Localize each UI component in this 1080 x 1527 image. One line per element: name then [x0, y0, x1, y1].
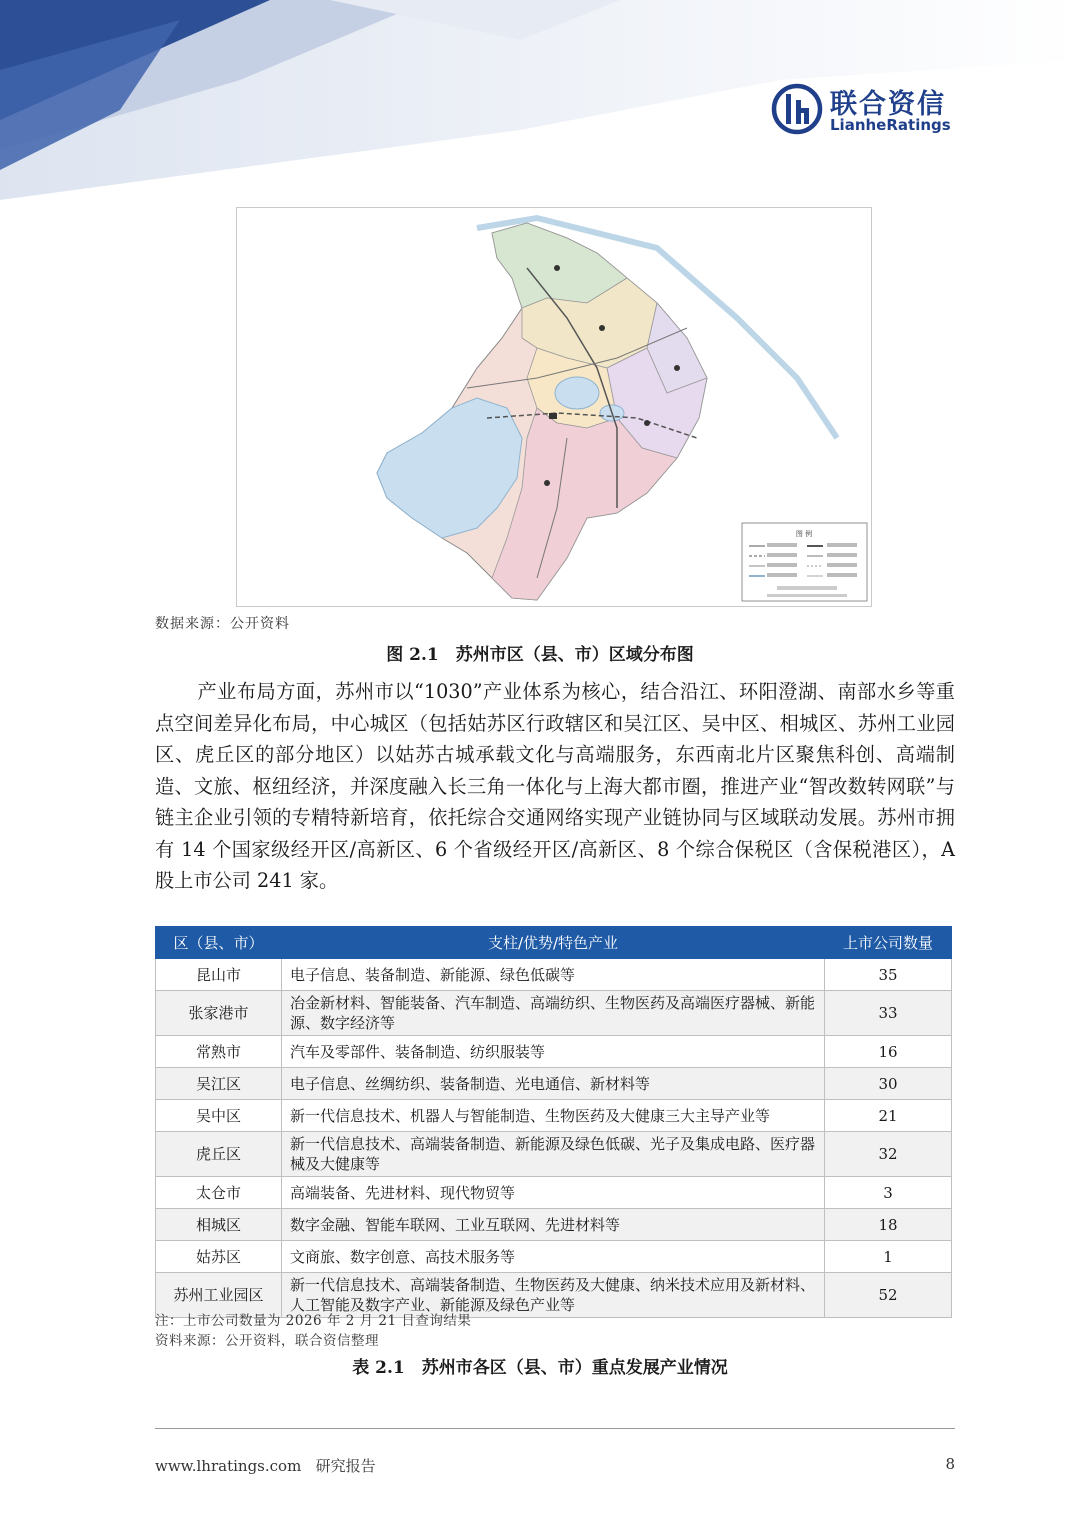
map-image	[237, 208, 871, 606]
district-cell: 张家港市	[156, 991, 282, 1036]
industries-cell: 文商旅、数字创意、高技术服务等	[282, 1241, 825, 1273]
count-cell: 32	[825, 1132, 952, 1177]
district-cell: 苏州工业园区	[156, 1273, 282, 1318]
table-row	[156, 1100, 952, 1132]
count-cell: 52	[825, 1273, 952, 1318]
district-cell: 昆山市	[156, 959, 282, 991]
suzhou-district-map	[236, 207, 872, 607]
table-row	[156, 1209, 952, 1241]
district-cell: 常熟市	[156, 1036, 282, 1068]
page-number: 8	[945, 1455, 955, 1473]
industries-cell: 冶金新材料、智能装备、汽车制造、高端纺织、生物医药及高端医疗器械、新能源、数字经济等	[282, 991, 825, 1036]
table-row	[156, 1241, 952, 1273]
footer-website[interactable]: www.lhratings.com	[155, 1457, 302, 1475]
industries-cell: 新一代信息技术、高端装备制造、新能源及绿色低碳、光子及集成电路、医疗器械及大健康等	[282, 1132, 825, 1177]
table-caption: 表 2.1 苏州市各区（县、市）重点发展产业情况	[352, 1358, 728, 1378]
header-district: 区（县、市）	[156, 927, 282, 959]
count-cell: 33	[825, 991, 952, 1036]
header-industries: 支柱/优势/特色产业	[282, 927, 825, 959]
count-cell: 18	[825, 1209, 952, 1241]
district-cell: 吴中区	[156, 1100, 282, 1132]
table-row	[156, 1068, 952, 1100]
count-cell: 3	[825, 1177, 952, 1209]
lianhe-logo-icon	[770, 82, 824, 136]
table-notes	[155, 1311, 471, 1351]
industry-table	[155, 926, 952, 1318]
count-cell: 21	[825, 1100, 952, 1132]
logo-text-cn: 联合资信	[830, 89, 946, 120]
district-cell: 虎丘区	[156, 1132, 282, 1177]
figure-source: 数据来源：公开资料	[155, 616, 290, 632]
table-row	[156, 1036, 952, 1068]
district-cell: 相城区	[156, 1209, 282, 1241]
count-cell: 35	[825, 959, 952, 991]
table-row	[156, 991, 952, 1036]
table-note: 注：上市公司数量为 2026 年 2 月 21 日查询结果	[155, 1313, 472, 1329]
count-cell: 1	[825, 1241, 952, 1273]
count-cell: 30	[825, 1068, 952, 1100]
table-row	[156, 1132, 952, 1177]
table-header-row	[156, 927, 952, 959]
body-paragraph-text: 产业布局方面，苏州市以“1030”产业体系为核心，结合沿江、环阳澄湖、南部水乡等重点空间差异化布局，中心城区（包括姑苏区行政辖区和吴江区、吴中区、相城区、苏州工业园区、虎丘区的部分地区）以姑苏古城承载文化与高端服务，东西南北片区聚焦科创、高端制造、文旅、枢纽经济，并深度融入长三角一体化与上海大都市圈，推进产业“智改数转网联”与链主企业引领的专精特新培育，依托综合交通网络实现产业链协同与区域联动发展。苏州市拥有 14 个国家级经开区/高新区、6 个省级经开区/高新区、8 个综合保税区（含保税港区），A 股上市公司 241 家。	[155, 680, 955, 892]
map-legend-title: 图 例	[795, 530, 813, 538]
district-cell: 姑苏区	[156, 1241, 282, 1273]
footer-left	[155, 1455, 376, 1476]
table-row	[156, 959, 952, 991]
industries-cell: 高端装备、先进材料、现代物贸等	[282, 1177, 825, 1209]
count-cell: 16	[825, 1036, 952, 1068]
lianhe-logo	[770, 80, 970, 140]
industries-cell: 新一代信息技术、高端装备制造、生物医药及大健康、纳米技术应用及新材料、人工智能及数字产业、新能源及绿色产业等	[282, 1273, 825, 1318]
table-row	[156, 1177, 952, 1209]
table-source: 资料来源：公开资料，联合资信整理	[155, 1333, 379, 1349]
industries-cell: 数字金融、智能车联网、工业互联网、先进材料等	[282, 1209, 825, 1241]
district-cell: 吴江区	[156, 1068, 282, 1100]
industries-cell: 汽车及零部件、装备制造、纺织服装等	[282, 1036, 825, 1068]
industries-cell: 电子信息、装备制造、新能源、绿色低碳等	[282, 959, 825, 991]
district-cell: 太仓市	[156, 1177, 282, 1209]
logo-text-en: LianheRatings	[830, 116, 951, 134]
footer-divider	[155, 1428, 955, 1429]
body-paragraph	[155, 676, 955, 897]
footer-report-type: 研究报告	[315, 1457, 376, 1475]
header-listed-count: 上市公司数量	[825, 927, 952, 959]
figure-caption: 图 2.1 苏州市区（县、市）区域分布图	[386, 645, 694, 665]
industries-cell: 新一代信息技术、机器人与智能制造、生物医药及大健康三大主导产业等	[282, 1100, 825, 1132]
industries-cell: 电子信息、丝绸纺织、装备制造、光电通信、新材料等	[282, 1068, 825, 1100]
